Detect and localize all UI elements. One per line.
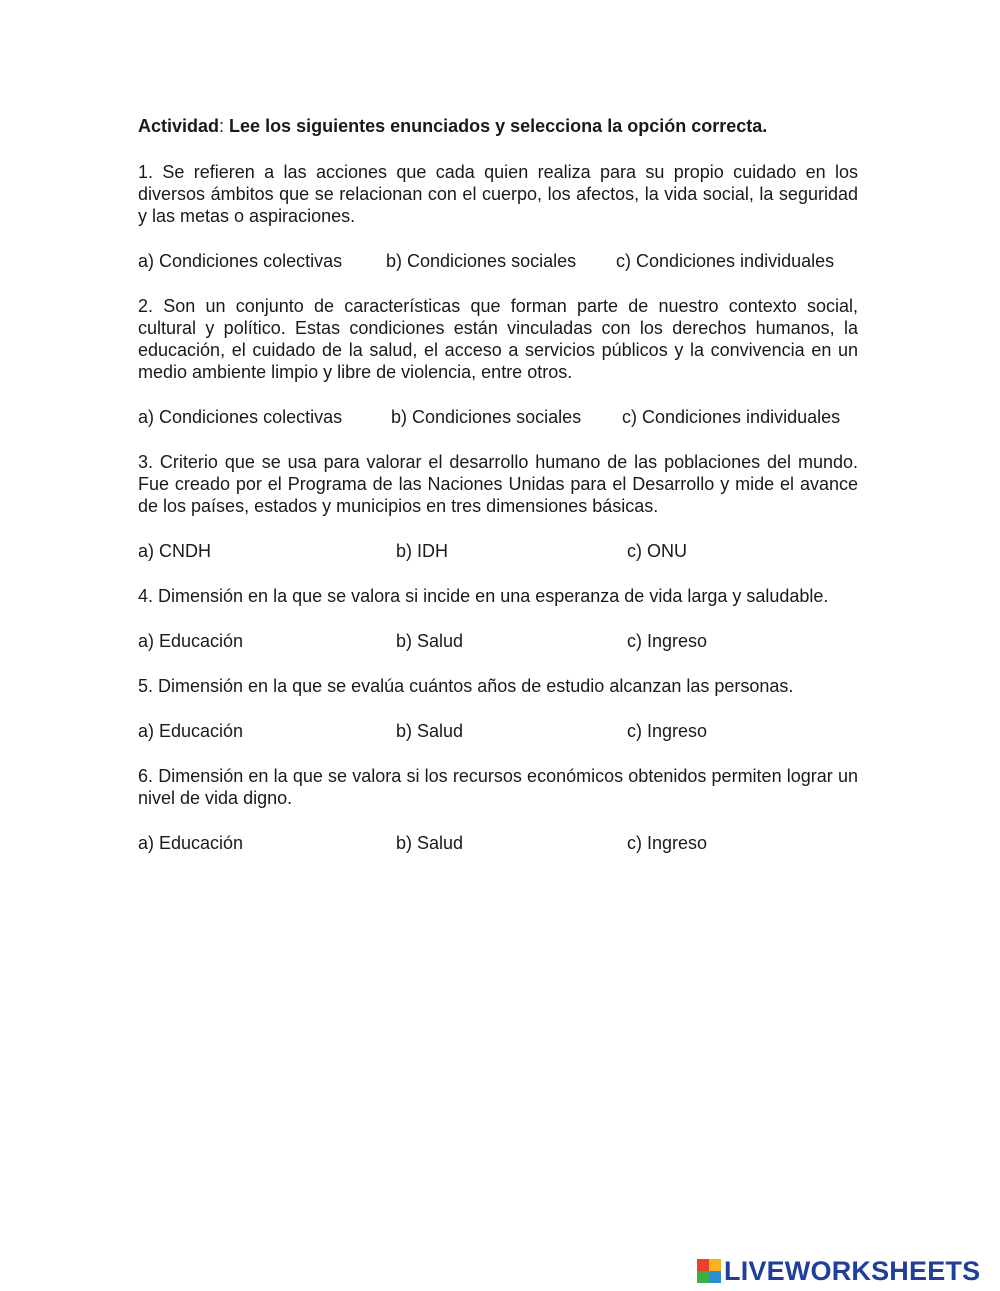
question-4-text: 4. Dimensión en la que se valora si incide en una esperanza de vida larga y saludable. xyxy=(138,586,829,606)
question-2-option-a[interactable]: a) Condiciones colectivas xyxy=(138,407,343,427)
question-5-options xyxy=(138,720,858,742)
question-5-option-a[interactable]: a) Educación xyxy=(138,721,244,741)
question-5-text: 5. Dimensión en la que se evalúa cuántos años de estudio alcanzan las personas. xyxy=(138,676,794,696)
question-3-option-c[interactable]: c) ONU xyxy=(627,541,687,561)
question-4-option-b[interactable]: b) Salud xyxy=(396,631,464,651)
logo-square-green xyxy=(697,1271,709,1283)
question-4-options xyxy=(138,630,858,652)
question-5-option-b[interactable]: b) Salud xyxy=(396,721,464,741)
worksheet-page xyxy=(138,115,858,877)
question-1-options xyxy=(138,250,858,272)
question-4-option-c[interactable]: c) Ingreso xyxy=(627,631,708,651)
activity-label: Actividad xyxy=(138,116,220,136)
logo-square-blue xyxy=(709,1271,721,1283)
question-2-option-b[interactable]: b) Condiciones sociales xyxy=(391,407,582,427)
question-1-option-b[interactable]: b) Condiciones sociales xyxy=(386,251,577,271)
liveworksheets-logo-text: LIVEWORKSHEETS xyxy=(724,1255,981,1286)
question-3-text: 3. Criterio que se usa para valorar el desarrollo humano de las poblaciones del mundo. Fue creado por el Programa de las Naciones Unidas para el Desarrollo y mide el avance de los países, estados y municipios en tres dimensiones básicas. xyxy=(138,452,858,516)
question-2-options xyxy=(138,406,858,428)
question-6-option-c[interactable]: c) Ingreso xyxy=(627,833,708,853)
question-6-options xyxy=(138,832,858,854)
question-3-option-b[interactable]: b) IDH xyxy=(396,541,449,561)
question-6-option-a[interactable]: a) Educación xyxy=(138,833,244,853)
activity-instruction xyxy=(138,115,858,137)
question-2-text: 2. Son un conjunto de características que forman parte de nuestro contexto social, cultural y político. Estas condiciones están vinculadas con los derechos humanos, la educación, el cuidado de la salud, el acceso a servicios públicos y la convivencia en un medio ambiente limpio y libre de violencia, entre otros. xyxy=(138,296,858,382)
activity-separator: : xyxy=(219,116,230,136)
question-4-option-a[interactable]: a) Educación xyxy=(138,631,244,651)
question-1-option-c[interactable]: c) Condiciones individuales xyxy=(616,251,835,271)
activity-text: Lee los siguientes enunciados y selecciona la opción correcta. xyxy=(229,116,768,136)
question-3-option-a[interactable]: a) CNDH xyxy=(138,541,212,561)
logo-square-red xyxy=(697,1259,709,1271)
question-6-option-b[interactable]: b) Salud xyxy=(396,833,464,853)
liveworksheets-logo xyxy=(697,1255,981,1286)
question-3-options xyxy=(138,540,858,562)
logo-square-yellow xyxy=(709,1259,721,1271)
question-1-option-a[interactable]: a) Condiciones colectivas xyxy=(138,251,343,271)
liveworksheets-logo-icon xyxy=(697,1259,721,1283)
question-1-text: 1. Se refieren a las acciones que cada quien realiza para su propio cuidado en los diversos ámbitos que se relacionan con el cuerpo, los afectos, la vida social, la seguridad y las metas o aspiraciones. xyxy=(138,162,858,226)
question-2-option-c[interactable]: c) Condiciones individuales xyxy=(622,407,841,427)
question-6-text: 6. Dimensión en la que se valora si los recursos económicos obtenidos permiten lograr un nivel de vida digno. xyxy=(138,766,858,808)
question-5-option-c[interactable]: c) Ingreso xyxy=(627,721,708,741)
